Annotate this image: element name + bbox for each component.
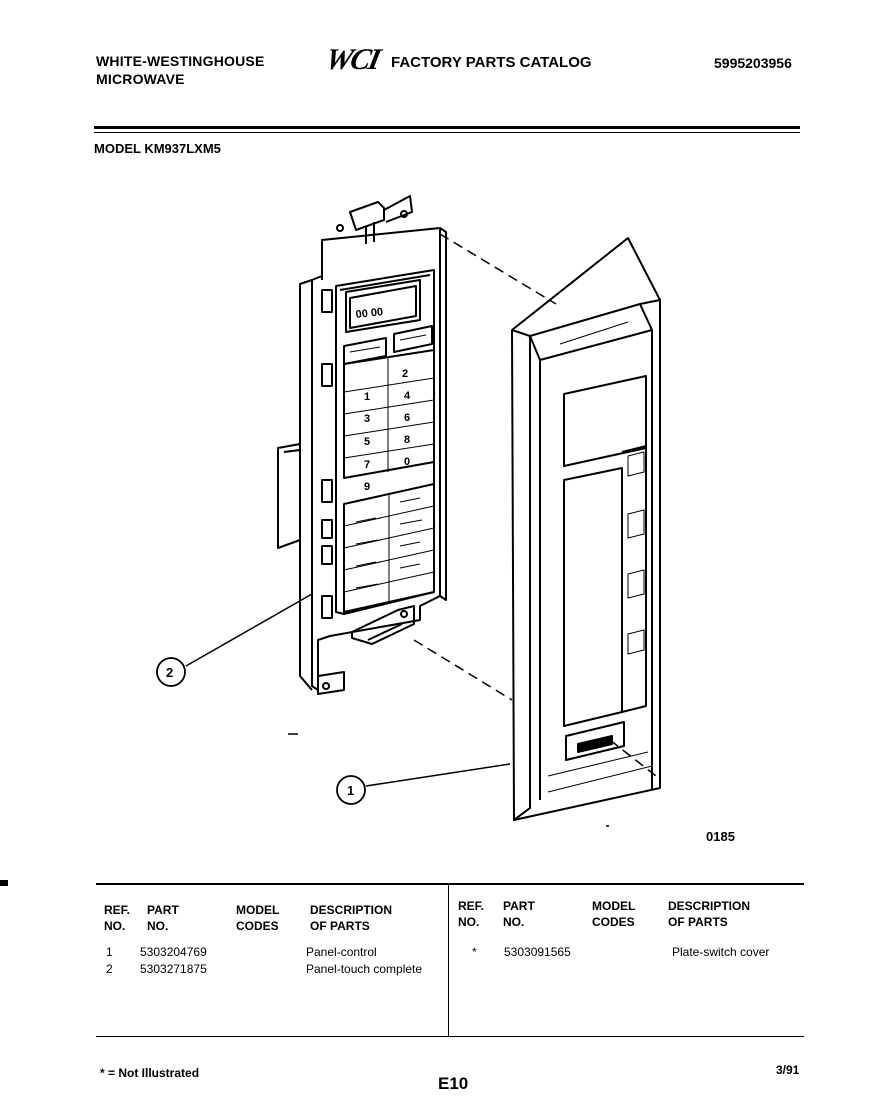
- callout-2-label: 2: [166, 665, 174, 680]
- header-part-no-right: PART NO.: [503, 899, 535, 929]
- key-9: 9: [364, 481, 371, 493]
- key-8: 8: [404, 434, 411, 446]
- brand-name: WHITE-WESTINGHOUSE: [96, 53, 265, 69]
- header-ref-no-left: REF. NO.: [104, 903, 131, 933]
- row-1-part-no: 5303204769: [140, 945, 207, 959]
- key-1: 1: [364, 391, 371, 403]
- catalog-number: 5995203956: [714, 55, 792, 71]
- figure-code: 0185: [706, 829, 735, 844]
- display-readout: 00 00: [355, 306, 384, 321]
- key-6: 6: [404, 412, 411, 424]
- header-description-right: DESCRIPTION OF PARTS: [668, 899, 751, 929]
- row-3-ref: *: [472, 945, 477, 959]
- table-top-rule: [96, 883, 804, 885]
- front-control-panel: [512, 238, 660, 820]
- key-0: 0: [404, 456, 411, 468]
- header-part-no-left: PART NO.: [147, 903, 179, 933]
- key-7: 7: [364, 459, 371, 471]
- row-3-description: Plate-switch cover: [672, 945, 770, 959]
- header-rule-thin: [94, 132, 800, 133]
- header-model-codes-left: MODEL CODES: [236, 903, 280, 933]
- header-rule-thick: [94, 126, 800, 129]
- key-5: 5: [364, 436, 371, 448]
- exploded-parts-diagram: [150, 180, 780, 830]
- not-illustrated-footnote: * = Not Illustrated: [100, 1066, 200, 1080]
- product-type: MICROWAVE: [96, 71, 185, 87]
- row-2-ref: 2: [106, 962, 113, 976]
- row-3-part-no: 5303091565: [504, 945, 571, 959]
- model-number: MODEL KM937LXM5: [94, 141, 221, 156]
- revision-date: 3/91: [776, 1063, 800, 1077]
- header-description-left: DESCRIPTION OF PARTS: [310, 903, 393, 933]
- row-2-part-no: 5303271875: [140, 962, 207, 976]
- row-1-ref: 1: [106, 945, 113, 959]
- wci-logo: [322, 43, 386, 76]
- row-2-description: Panel-touch complete: [306, 962, 423, 976]
- key-4: 4: [404, 390, 411, 402]
- key-3: 3: [364, 413, 371, 425]
- page-code: E10: [438, 1074, 469, 1093]
- header-ref-no-right: REF. NO.: [458, 899, 485, 929]
- table-bottom-rule: [96, 1036, 804, 1037]
- callout-1-label: 1: [347, 783, 355, 798]
- control-panel-assembly: [278, 196, 446, 694]
- header-model-codes-right: MODEL CODES: [592, 899, 636, 929]
- scan-edge-mark: [0, 880, 8, 886]
- logo-text: WCI: [322, 43, 382, 76]
- row-1-description: Panel-control: [306, 945, 377, 959]
- brand-block: [96, 52, 264, 88]
- key-2: 2: [402, 368, 409, 380]
- table-column-divider: [448, 884, 449, 1036]
- catalog-title: FACTORY PARTS CATALOG: [391, 54, 592, 71]
